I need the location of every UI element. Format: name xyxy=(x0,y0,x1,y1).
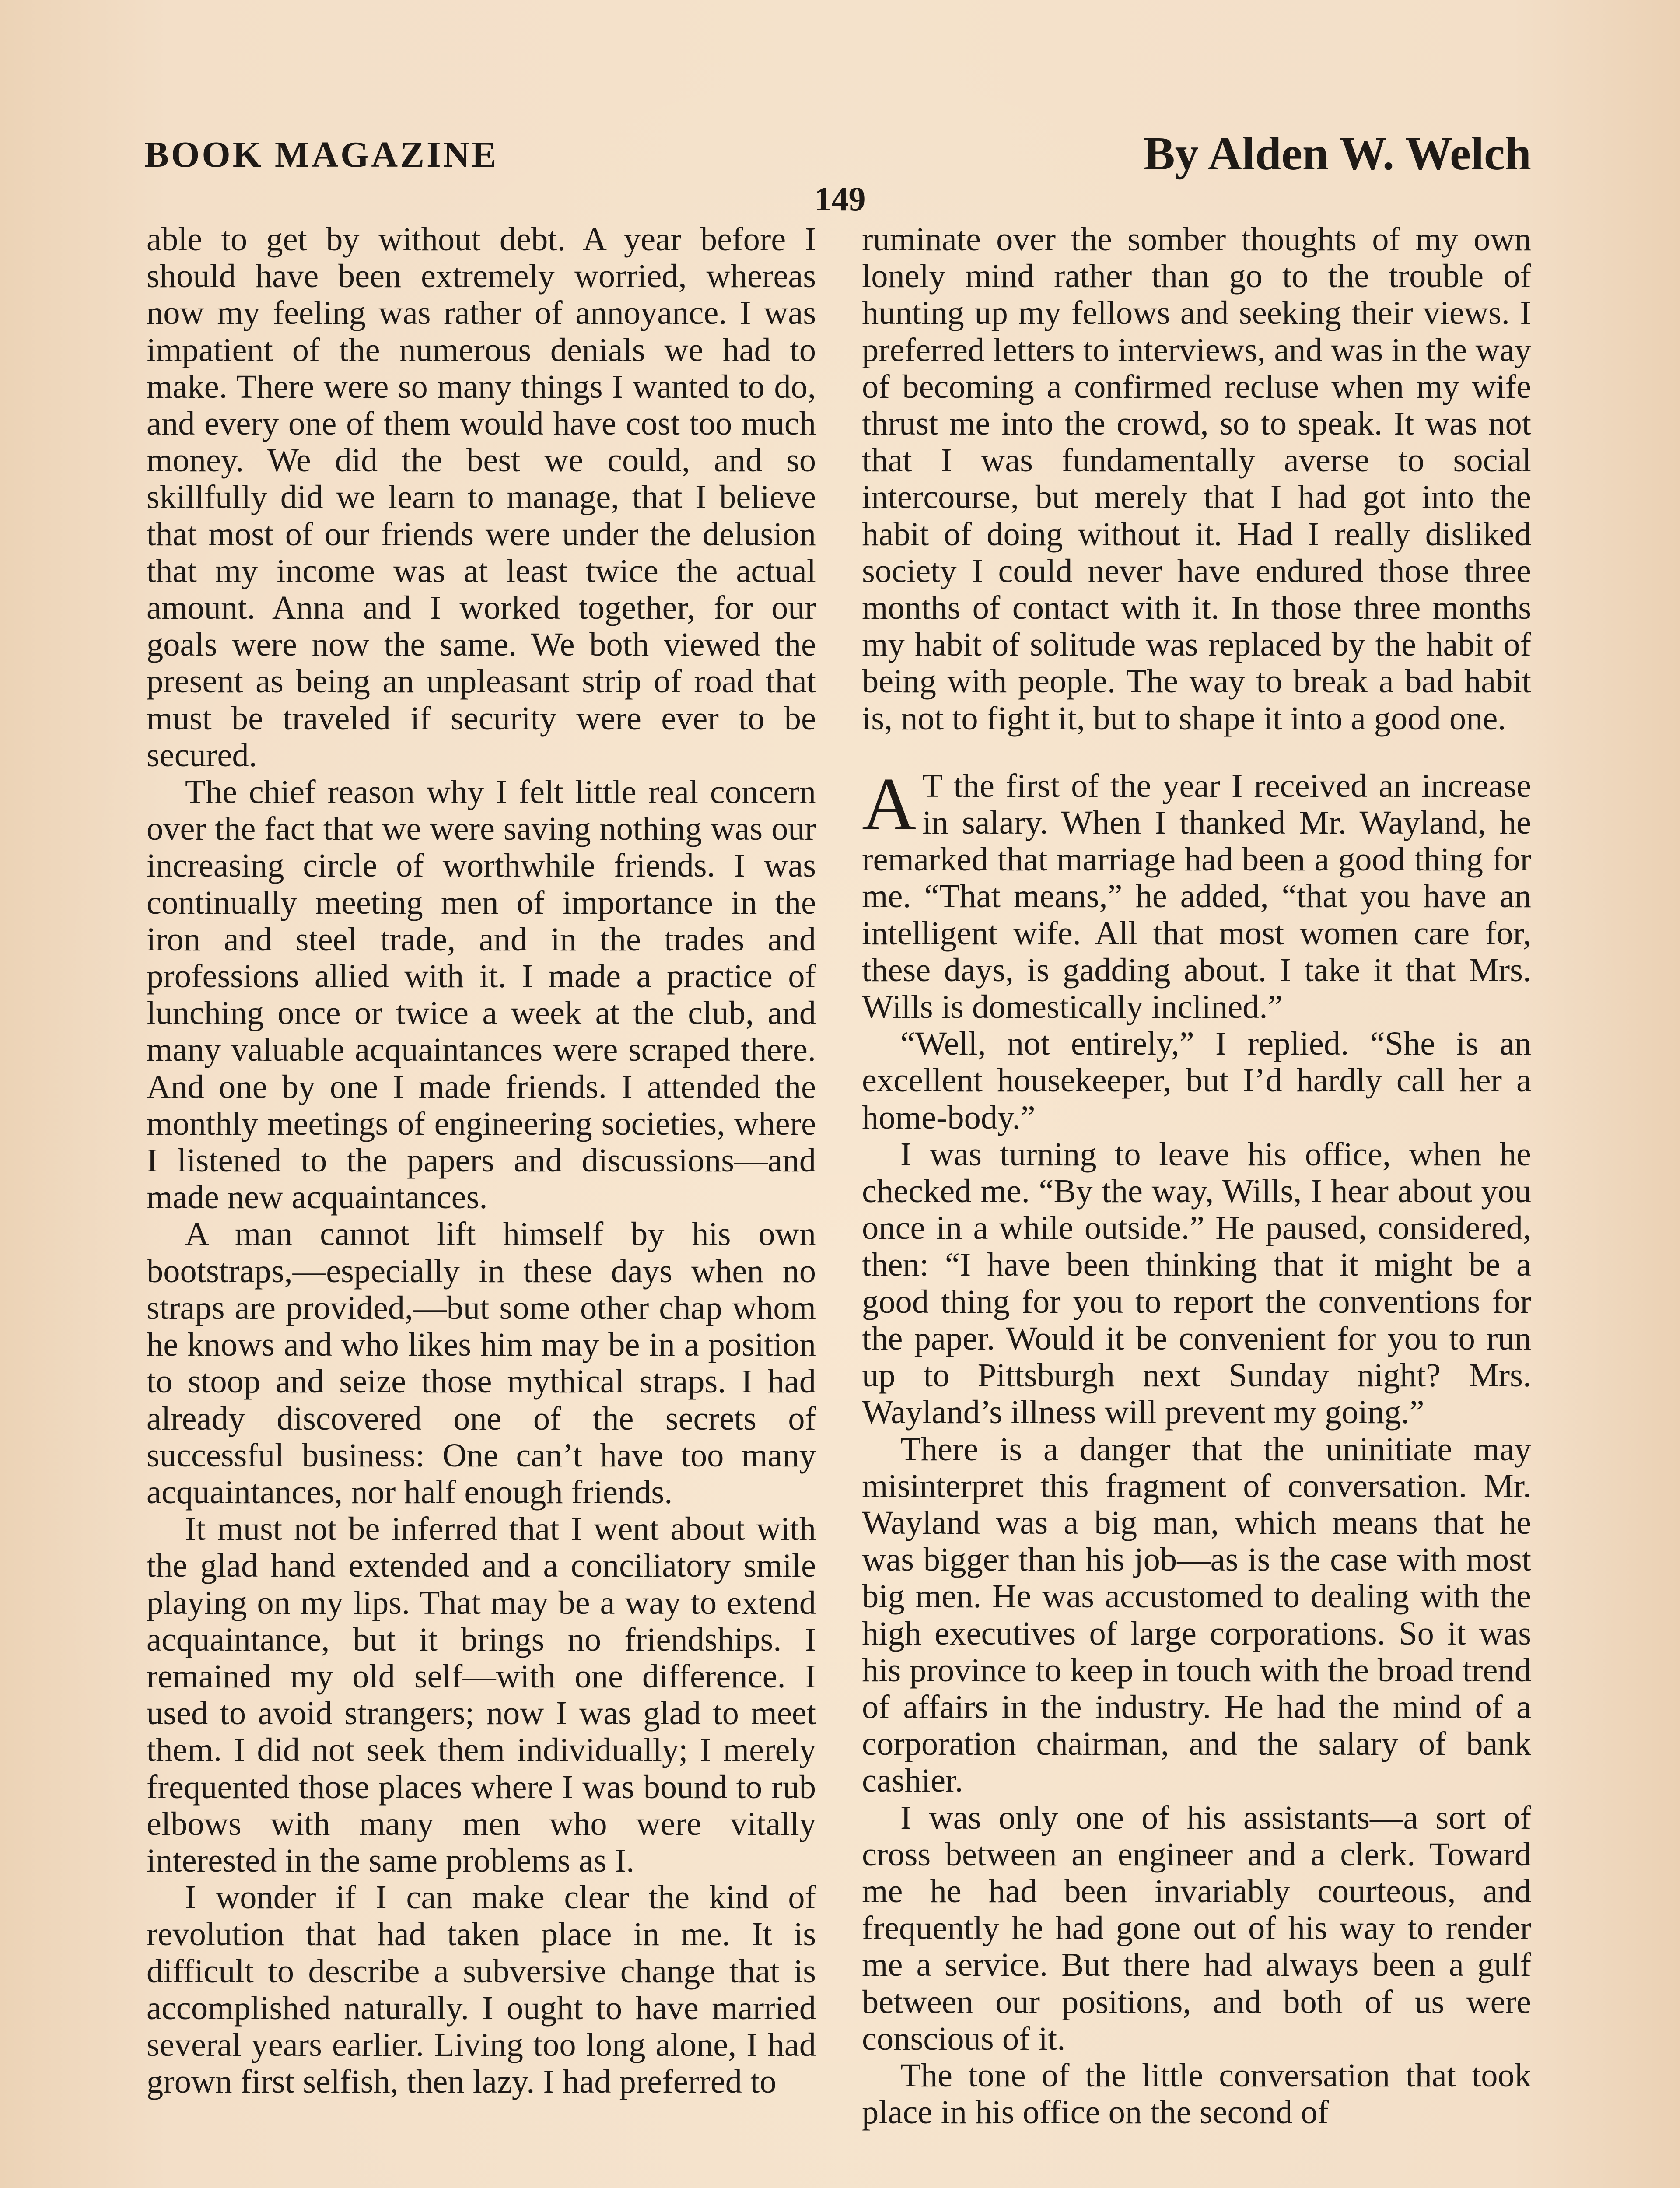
running-head-magazine: BOOK MAGAZINE xyxy=(144,134,499,175)
paragraph: able to get by without debt. A year before I should have been extremely worried, whereas now my feeling was rather of annoyance. I was impatient of the numerous denials we had to make. There were so many things I wanted to do, and every one of them would have cost too much money. We did the best we could, and so skillfully did we learn to manage, that I believe that most of our friends were under the delusion that my income was at least twice the actual amount. Anna and I worked together, for our goals were now the same. We both viewed the present as being an unpleasant strip of road that must be traveled if security were ever to be secured. xyxy=(147,221,816,774)
page-number: 149 xyxy=(814,180,866,218)
paragraph: I was only one of his assistants—a sort of cross between an engineer and a clerk. Toward me he had been invariably courteous, and frequently he had gone out of his way to render me a service. But there had always been a gulf between our positions, and both of us were conscious of it. xyxy=(862,1799,1531,2057)
right-column xyxy=(862,221,1531,2131)
paragraph: I was turning to leave his office, when he checked me. “By the way, Wills, I hear about you once in a while outside.” He paused, considered, then: “I have been thinking that it might be a good thing for you to report the conventions for the paper. Would it be convenient for you to run up to Pittsburgh next Sunday night? Mrs. Wayland’s illness will prevent my going.” xyxy=(862,1135,1531,1431)
drop-cap: A xyxy=(862,762,917,846)
paragraph: It must not be inferred that I went about with the glad hand extended and a conciliatory smile playing on my lips. That may be a way to extend acquaintance, but it brings no friendships. I remained my old self—with one difference. I used to avoid strangers; now I was glad to meet them. I did not seek them individually; I merely frequented those places where I was bound to rub elbows with many men who were vitally interested in the same problems as I. xyxy=(147,1510,816,1879)
left-column xyxy=(147,221,816,2100)
paragraph: A man cannot lift himself by his own bootstraps,—especially in these days when no straps are provided,—but some other chap whom he knows and who likes him may be in a position to stoop and seize those mythical straps. I had already discovered one of the secrets of successful business: One can’t have too many acquaintances, nor half enough friends. xyxy=(147,1215,816,1511)
section-opening-paragraph xyxy=(862,762,1531,1026)
paragraph: I wonder if I can make clear the kind of revolution that had taken place in me. It is difficult to describe a subversive change that is accomplished naturally. I ought to have married several years earlier. Living too long alone, I had grown first selfish, then lazy. I had preferred to xyxy=(147,1879,816,2100)
running-head-author: By Alden W. Welch xyxy=(1143,128,1531,180)
paragraph: The chief reason why I felt little real concern over the fact that we were saving nothing was our increasing circle of worthwhile friends. I was continually meeting men of importance in the iron and steel trade, and in the trades and professions allied with it. I made a practice of lunching once or twice a week at the club, and many valuable acquaintances were scraped there. And one by one I made friends. I attended the monthly meetings of engineering societies, where I listened to the papers and discussions—and made new acquaintances. xyxy=(147,773,816,1216)
section-opening-text: T the first of the year I received an increase in salary. When I thanked Mr. Wayland, he remarked that marriage had been a good thing for me. “That means,” he added, “that you have an intelligent wife. All that most women care for, these days, is gadding about. I take it that Mrs. Wills is domestically inclined.” xyxy=(862,767,1531,1026)
paragraph: “Well, not entirely,” I replied. “She is an excellent housekeeper, but I’d hardly call her a home-body.” xyxy=(862,1025,1531,1136)
paragraph: The tone of the little conversation that took place in his office on the second of xyxy=(862,2056,1531,2131)
paragraph: There is a danger that the uninitiate may misinterpret this fragment of conversation. Mr. Wayland was a big man, which means that he was bigger than his job—as is the case with most big men. He was accustomed to dealing with the high executives of large corporations. So it was his province to keep in touch with the broad trend of affairs in the industry. He had the mind of a corporation chairman, and the salary of bank cashier. xyxy=(862,1430,1531,1799)
paragraph: ruminate over the somber thoughts of my own lonely mind rather than go to the trouble of hunting up my fellows and seeking their views. I preferred letters to interviews, and was in the way of becoming a confirmed recluse when my wife thrust me into the crowd, so to speak. It was not that I was fundamentally averse to social intercourse, but merely that I had got into the habit of doing without it. Had I really disliked society I could never have endured those three months of contact with it. In those three months my habit of solitude was replaced by the habit of being with people. The way to break a bad habit is, not to fight it, but to shape it into a good one. xyxy=(862,221,1531,737)
